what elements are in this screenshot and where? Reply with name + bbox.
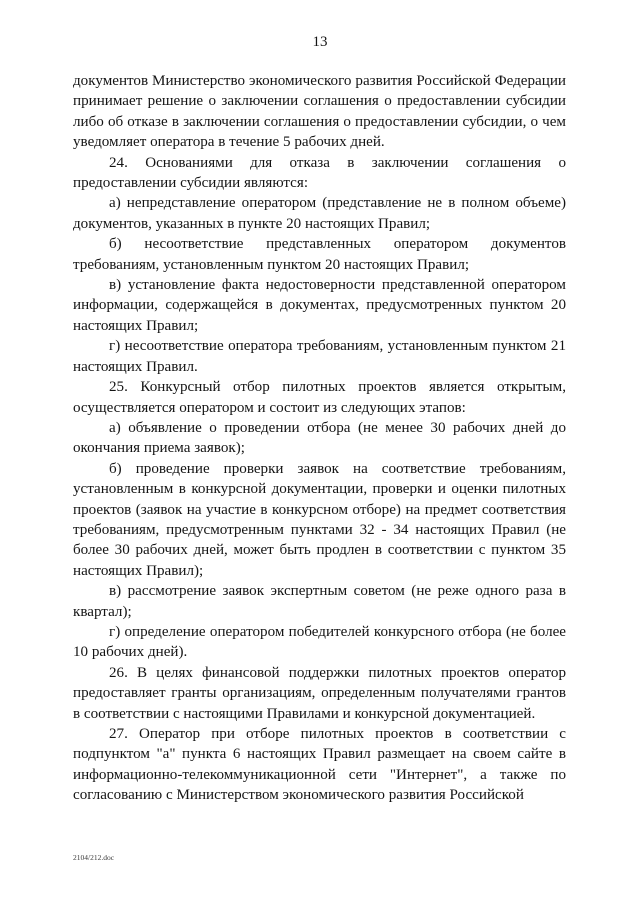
- document-body: [73, 71, 566, 806]
- paragraph-24-v: в) установление факта недостоверности представленной оператором информации, содержащейся в документах, предусмотренных пунктом 20 настоящих Правил;: [73, 277, 566, 334]
- paragraph-25-g: г) определение оператором победителей конкурсного отбора (не более 10 рабочих дней).: [73, 623, 566, 661]
- page-number: 13: [312, 34, 328, 50]
- paragraph-27: 27. Оператор при отборе пилотных проектов в соответствии с подпунктом "а" пункта 6 настоящих Правил размещает на своем сайте в информационно-телекоммуникационной сети "Интернет", а также по согласованию с Министерством экономического развития Российской: [73, 726, 566, 804]
- paragraph-continuation: документов Министерство экономического развития Российской Федерации принимает решение о заключении соглашения о предоставлении субсидии либо об отказе в заключении соглашения о предоставлении субсидии, о чем уведомляет оператора в течение 5 рабочих дней.: [73, 73, 566, 151]
- footer-filename: 2104/212.doc: [73, 853, 115, 862]
- paragraph-24-b: б) несоответствие представленных оператором документов требованиям, установленным пунктом 20 настоящих Правил;: [73, 236, 566, 273]
- paragraph-25-b: б) проведение проверки заявок на соответствие требованиям, установленным в конкурсной документации, проверки и оценки пилотных проектов (заявок на участие в конкурсном отборе) на предмет соответствия требованиям, предусмотренным пунктами 32 - 34 настоящих Правил (не более 30 рабочих дней, может быть продлен в соответствии с пунктом 35 настоящих Правил);: [73, 460, 566, 579]
- paragraph-24: 24. Основаниями для отказа в заключении соглашения о предоставлении субсидии являются:: [73, 154, 566, 192]
- paragraph-26: 26. В целях финансовой поддержки пилотных проектов оператор предоставляет гранты организациям, определенным получателями грантов в соответствии с настоящими Правилами и конкурсной документацией.: [73, 664, 566, 722]
- paragraph-25-a: а) объявление о проведении отбора (не менее 30 рабочих дней до окончания приема заявок);: [73, 419, 566, 457]
- paragraph-25: 25. Конкурсный отбор пилотных проектов является открытым, осуществляется оператором и состоит из следующих этапов:: [73, 379, 566, 416]
- paragraph-25-v: в) рассмотрение заявок экспертным советом (не реже одного раза в квартал);: [73, 583, 566, 620]
- paragraph-24-a: а) непредставление оператором (представление не в полном объеме) документов, указанных в пункте 20 настоящих Правил;: [73, 195, 566, 232]
- paragraph-24-g: г) несоответствие оператора требованиям, установленным пунктом 21 настоящих Правил.: [73, 338, 566, 375]
